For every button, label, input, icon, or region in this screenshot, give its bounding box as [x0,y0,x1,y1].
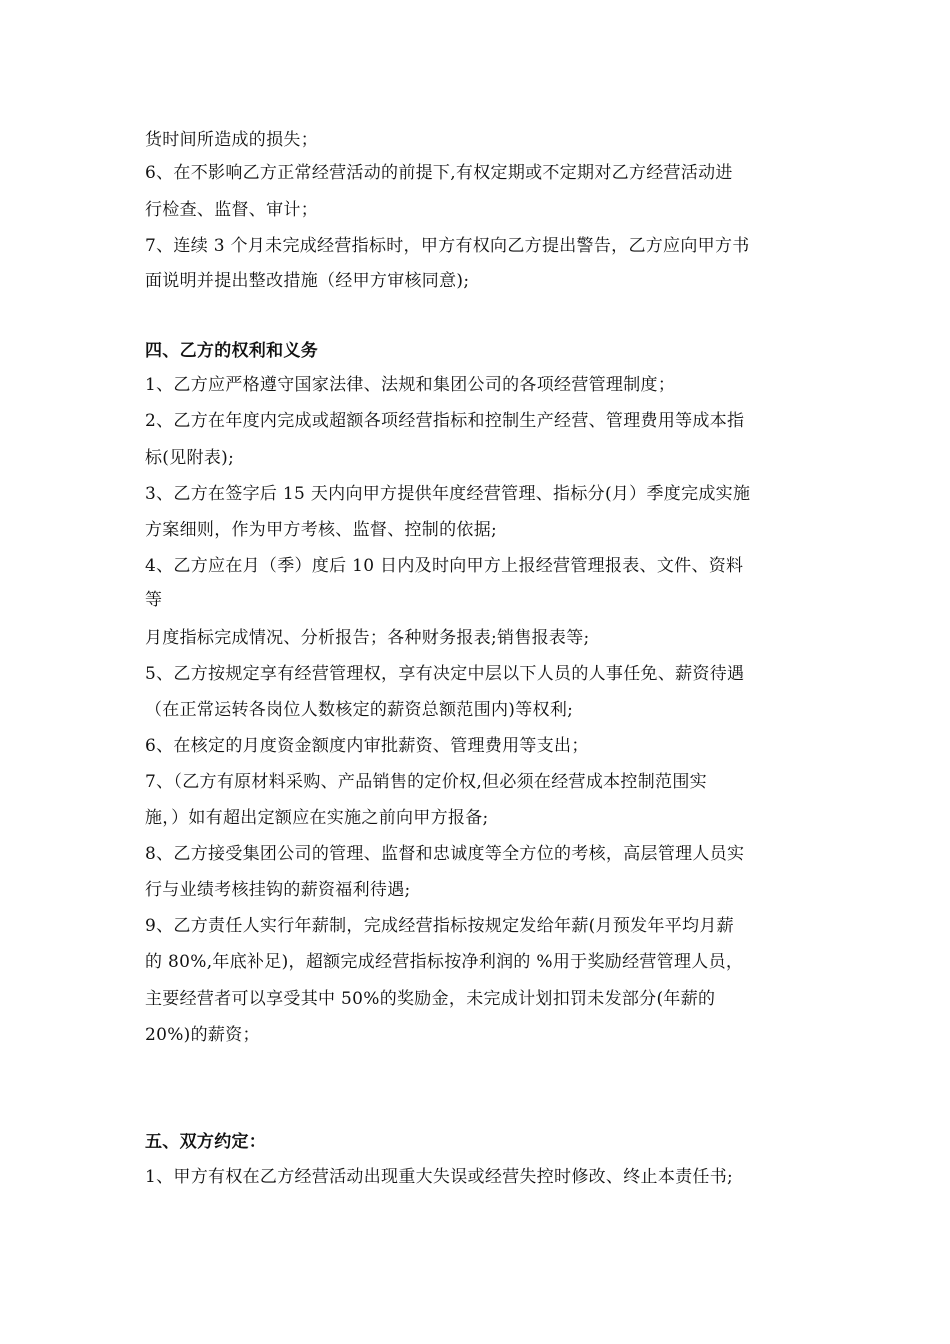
text-line: 4、乙方应在月（季）度后 10 日内及时向甲方上报经营管理报表、文件、资料 [145,556,744,576]
section-heading: 四、乙方的权利和义务 [145,341,318,361]
text-line: 标(见附表); [145,448,235,468]
section-heading: 五、双方约定： [145,1132,267,1152]
text-line: 20%)的薪资； [145,1025,260,1045]
text-line: 8、乙方接受集团公司的管理、监督和忠诚度等全方位的考核，高层管理人员实 [145,844,745,864]
text-line: 行与业绩考核挂钩的薪资福利待遇; [145,880,411,900]
text-line: 月度指标完成情况、分析报告；各种财务报表;销售报表等; [145,628,590,648]
text-line: 等 [145,590,163,610]
text-line: 1、甲方有权在乙方经营活动出现重大失误或经营失控时修改、终止本责任书; [145,1167,734,1187]
text-line: 9、乙方责任人实行年薪制，完成经营指标按规定发给年薪(月预发年平均月薪 [145,916,734,936]
text-line: 7、连续 3 个月未完成经营指标时，甲方有权向乙方提出警告，乙方应向甲方书 [145,236,750,256]
text-line: 行检查、监督、审计； [145,200,318,220]
text-line: 方案细则，作为甲方考核、监督、控制的依据; [145,520,498,540]
text-line: 的 80%,年底补足)，超额完成经营指标按净利润的 %用于奖励经营管理人员， [145,952,744,972]
text-line: 面说明并提出整改措施（经甲方审核同意); [145,271,470,291]
text-line: 5、乙方按规定享有经营管理权，享有决定中层以下人员的人事任免、薪资待遇 [145,664,745,684]
text-line: 1、乙方应严格遵守国家法律、法规和集团公司的各项经营管理制度； [145,375,676,395]
text-line: 2、乙方在年度内完成或超额各项经营指标和控制生产经营、管理费用等成本指 [145,411,745,431]
text-line: 主要经营者可以享受其中 50%的奖励金，未完成计划扣罚未发部分(年薪的 [145,989,716,1009]
text-line: 施，）如有超出定额应在实施之前向甲方报备; [145,808,489,828]
text-line: （在正常运转各岗位人数核定的薪资总额范围内)等权利; [145,700,574,720]
text-line: 货时间所造成的损失； [145,130,318,150]
text-line: 6、在不影响乙方正常经营活动的前提下,有权定期或不定期对乙方经营活动进 [145,163,733,183]
text-line: 7、（乙方有原材料采购、产品销售的定价权,但必须在经营成本控制范围实 [145,772,707,792]
text-line: 6、在核定的月度资金额度内审批薪资、管理费用等支出； [145,736,589,756]
text-line: 3、乙方在签字后 15 天内向甲方提供年度经营管理、指标分(月）季度完成实施 [145,484,751,504]
